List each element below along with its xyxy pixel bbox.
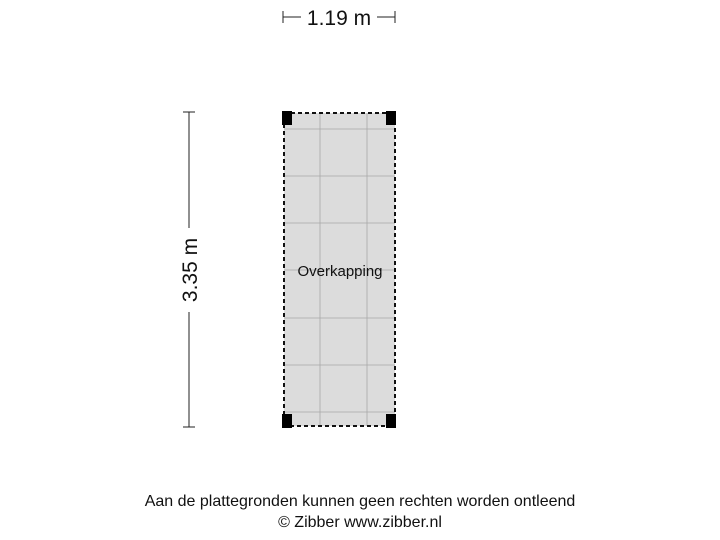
- width-dimension: [283, 7, 395, 30]
- room-label: Overkapping: [297, 263, 383, 280]
- corner-post-bottom-left: [282, 414, 292, 428]
- copyright-text: © Zibber www.zibber.nl: [278, 514, 442, 531]
- height-label: 3.35 m: [179, 237, 202, 303]
- corner-post-bottom-right: [386, 414, 396, 428]
- room-overkapping: [282, 111, 396, 428]
- disclaimer-text: Aan de plattegronden kunnen geen rechten worden ontleend: [144, 493, 576, 510]
- corner-post-top-right: [386, 111, 396, 125]
- width-label: 1.19 m: [306, 7, 372, 30]
- height-dimension: [179, 112, 202, 427]
- corner-post-top-left: [282, 111, 292, 125]
